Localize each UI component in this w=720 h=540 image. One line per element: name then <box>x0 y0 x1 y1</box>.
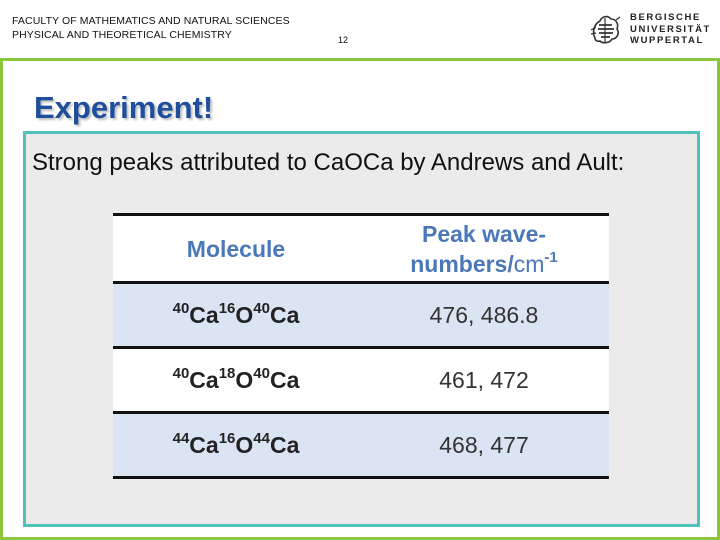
peak-values-cell: 476, 486.8 <box>359 283 609 348</box>
peak-table <box>113 213 609 479</box>
element-symbol: Ca <box>189 431 219 458</box>
column-header-molecule: Molecule <box>113 215 359 283</box>
university-line-3: WUPPERTAL <box>630 35 704 46</box>
university-line-1: BERGISCHE <box>630 12 701 23</box>
element-symbol: Ca <box>269 366 300 393</box>
university-crest-icon <box>588 12 622 46</box>
element-symbol: O <box>235 431 254 458</box>
university-wordmark <box>630 12 711 47</box>
peak-header-unit-exponent: -1 <box>544 248 558 266</box>
column-header-peak <box>359 215 609 283</box>
isotope-number: 40 <box>172 364 190 382</box>
table-row <box>113 283 609 348</box>
table-row <box>113 348 609 413</box>
faculty-name: FACULTY OF MATHEMATICS AND NATURAL SCIENCES <box>12 15 290 27</box>
university-line-2: UNIVERSITÄT <box>630 23 711 35</box>
peak-values-cell: 468, 477 <box>359 413 609 478</box>
department-name: PHYSICAL AND THEORETICAL CHEMISTRY <box>12 29 232 41</box>
element-symbol: Ca <box>189 366 219 393</box>
isotope-number: 44 <box>172 429 190 447</box>
isotope-number: 40 <box>253 299 270 317</box>
molecule-cell <box>113 283 359 348</box>
peak-header-line-2: numbers/ <box>410 250 514 277</box>
slide-title: Experiment! <box>34 90 214 125</box>
element-symbol: Ca <box>269 301 300 328</box>
molecule-cell <box>113 348 359 413</box>
element-symbol: O <box>235 366 254 393</box>
peak-header-line-1: Peak wave- <box>421 220 547 247</box>
molecule-cell <box>113 413 359 478</box>
isotope-number: 18 <box>218 364 236 382</box>
isotope-number: 16 <box>218 429 236 447</box>
table-header-row <box>113 215 609 283</box>
intro-text: Strong peaks attributed to CaOCa by Andrews and Ault: <box>32 149 625 176</box>
peak-values-cell: 461, 472 <box>359 348 609 413</box>
element-symbol: Ca <box>189 301 219 328</box>
table-row <box>113 413 609 478</box>
slide-header <box>0 0 720 58</box>
element-symbol: O <box>235 301 254 328</box>
element-symbol: Ca <box>269 431 300 458</box>
isotope-number: 44 <box>253 429 270 447</box>
page-number: 12 <box>338 35 349 45</box>
peak-table-wrapper <box>113 213 609 479</box>
isotope-number: 16 <box>218 299 236 317</box>
isotope-number: 40 <box>253 364 270 382</box>
isotope-number: 40 <box>172 299 190 317</box>
peak-header-unit: cm <box>513 250 545 277</box>
